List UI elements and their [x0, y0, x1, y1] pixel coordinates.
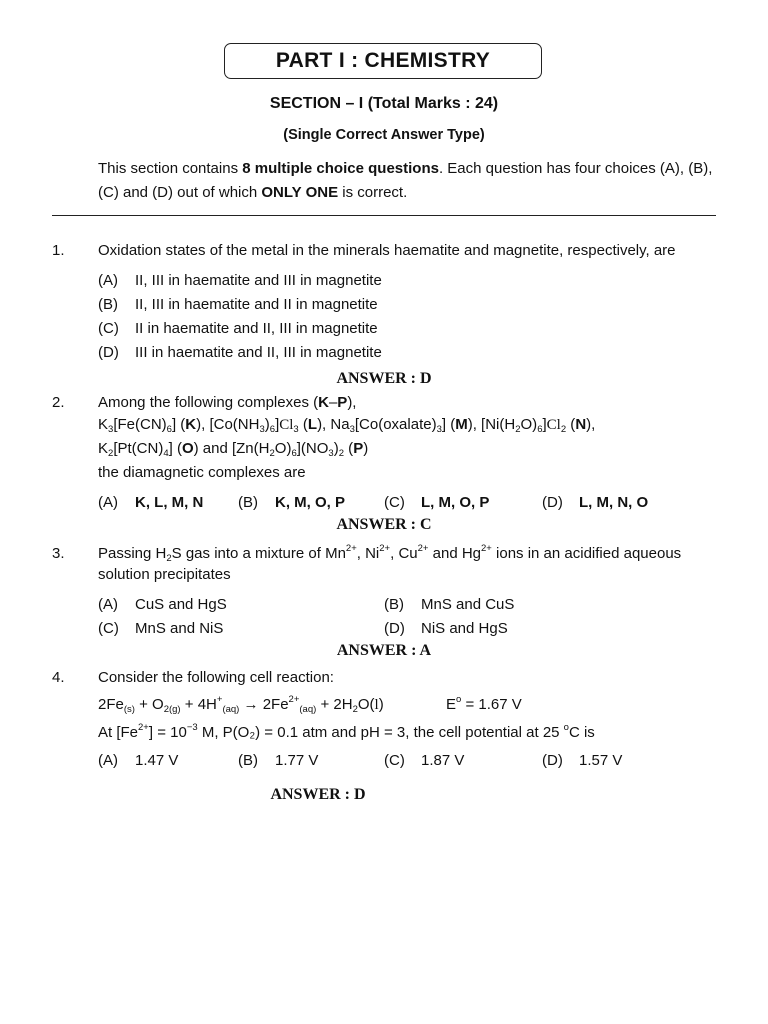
question-4-text: Consider the following cell reaction:: [98, 669, 334, 686]
question-1-answer: ANSWER : D: [336, 370, 432, 387]
question-3-option-a: (A) CuS and HgS: [98, 596, 227, 613]
question-4-answer: ANSWER : D: [270, 786, 366, 803]
question-4-number: 4.: [52, 669, 65, 686]
divider: [52, 215, 716, 216]
question-1-option-c: (C) II in haematite and II, III in magnetite: [98, 320, 378, 337]
question-1-text: Oxidation states of the metal in the minerals haematite and magnetite, respectively, are: [98, 242, 676, 259]
question-3-line-1: Passing $H_2S$ gas into a mixture of $Mn^{2+}$, $Ni^{2+}$, $Cu^{2+}$ and $Hg^{2+}$ ions in an acidified aqueous: [98, 543, 682, 564]
question-type-heading: (Single Correct Answer Type): [283, 127, 485, 143]
question-4-option-d: (D) 1.57 V: [542, 752, 623, 769]
question-2-line-4: the diamagnetic complexes are: [98, 464, 306, 481]
section-heading: SECTION – I (Total Marks : 24): [269, 95, 499, 112]
question-1-option-a: (A) II, III in haematite and III in magnetite: [98, 272, 382, 289]
question-1-option-d: (D) III in haematite and II, III in magnetite: [98, 344, 382, 361]
question-2-option-a: (A) K, L, M, N: [98, 494, 204, 511]
question-3-option-c: (C) MnS and NiS: [98, 620, 224, 637]
page-title: PART I : CHEMISTRY: [224, 43, 542, 79]
section-instructions: This section contains 8 multiple choice questions. Each question has four choices (A), (B), (C) and (D) out of which ONLY ONE is correct.: [98, 160, 713, 201]
question-2-line-3: $K_2[Pt(CN)_4]$ (O) and $[Zn(H_2O)_6](NO_3)_2$ (P): [98, 440, 369, 459]
question-3-number: 3.: [52, 545, 65, 562]
question-4-reaction: $2Fe_{(s)} + O_{2(g)} + 4H^+_{(aq)} \to 2Fe^{2+}_{(aq)} + 2H_2O(l)$: [98, 694, 384, 715]
question-4-conditions: At $[Fe^{2+}] = 10^{-3}$ M, P(O₂) = 0.1 atm and pH = 3, the cell potential at 25 $^o$C is: [98, 722, 595, 741]
question-4-option-b: (B) 1.77 V: [238, 752, 319, 769]
question-2-line-1: Among the following complexes (K–P),: [98, 394, 357, 411]
question-2-option-d: (D) L, M, N, O: [542, 494, 649, 511]
question-3-line-2: solution precipitates: [98, 566, 231, 583]
question-2-number: 2.: [52, 394, 65, 411]
question-1-number: 1.: [52, 242, 65, 259]
question-2-line-2: $K_3[Fe(CN)_6]$ (K), $[Co(NH_3)_6]Cl_3$ (L), $Na_3[Co(oxalate)_3]$ (M), $[Ni(H_2O)_6]Cl_2$ (N),: [98, 416, 596, 435]
question-3-option-d: (D) NiS and HgS: [384, 620, 508, 637]
question-2-answer: ANSWER : C: [336, 516, 432, 533]
question-2-option-c: (C) L, M, O, P: [384, 494, 490, 511]
question-2-option-b: (B) K, M, O, P: [238, 494, 346, 511]
question-1-option-b: (B) II, III in haematite and II in magnetite: [98, 296, 378, 313]
question-4-option-c: (C) 1.87 V: [384, 752, 465, 769]
question-4-standard-potential: $E^o = 1.67$ V: [446, 694, 522, 713]
question-3-answer: ANSWER : A: [336, 642, 432, 659]
question-4-option-a: (A) 1.47 V: [98, 752, 179, 769]
question-3-option-b: (B) MnS and CuS: [384, 596, 515, 613]
